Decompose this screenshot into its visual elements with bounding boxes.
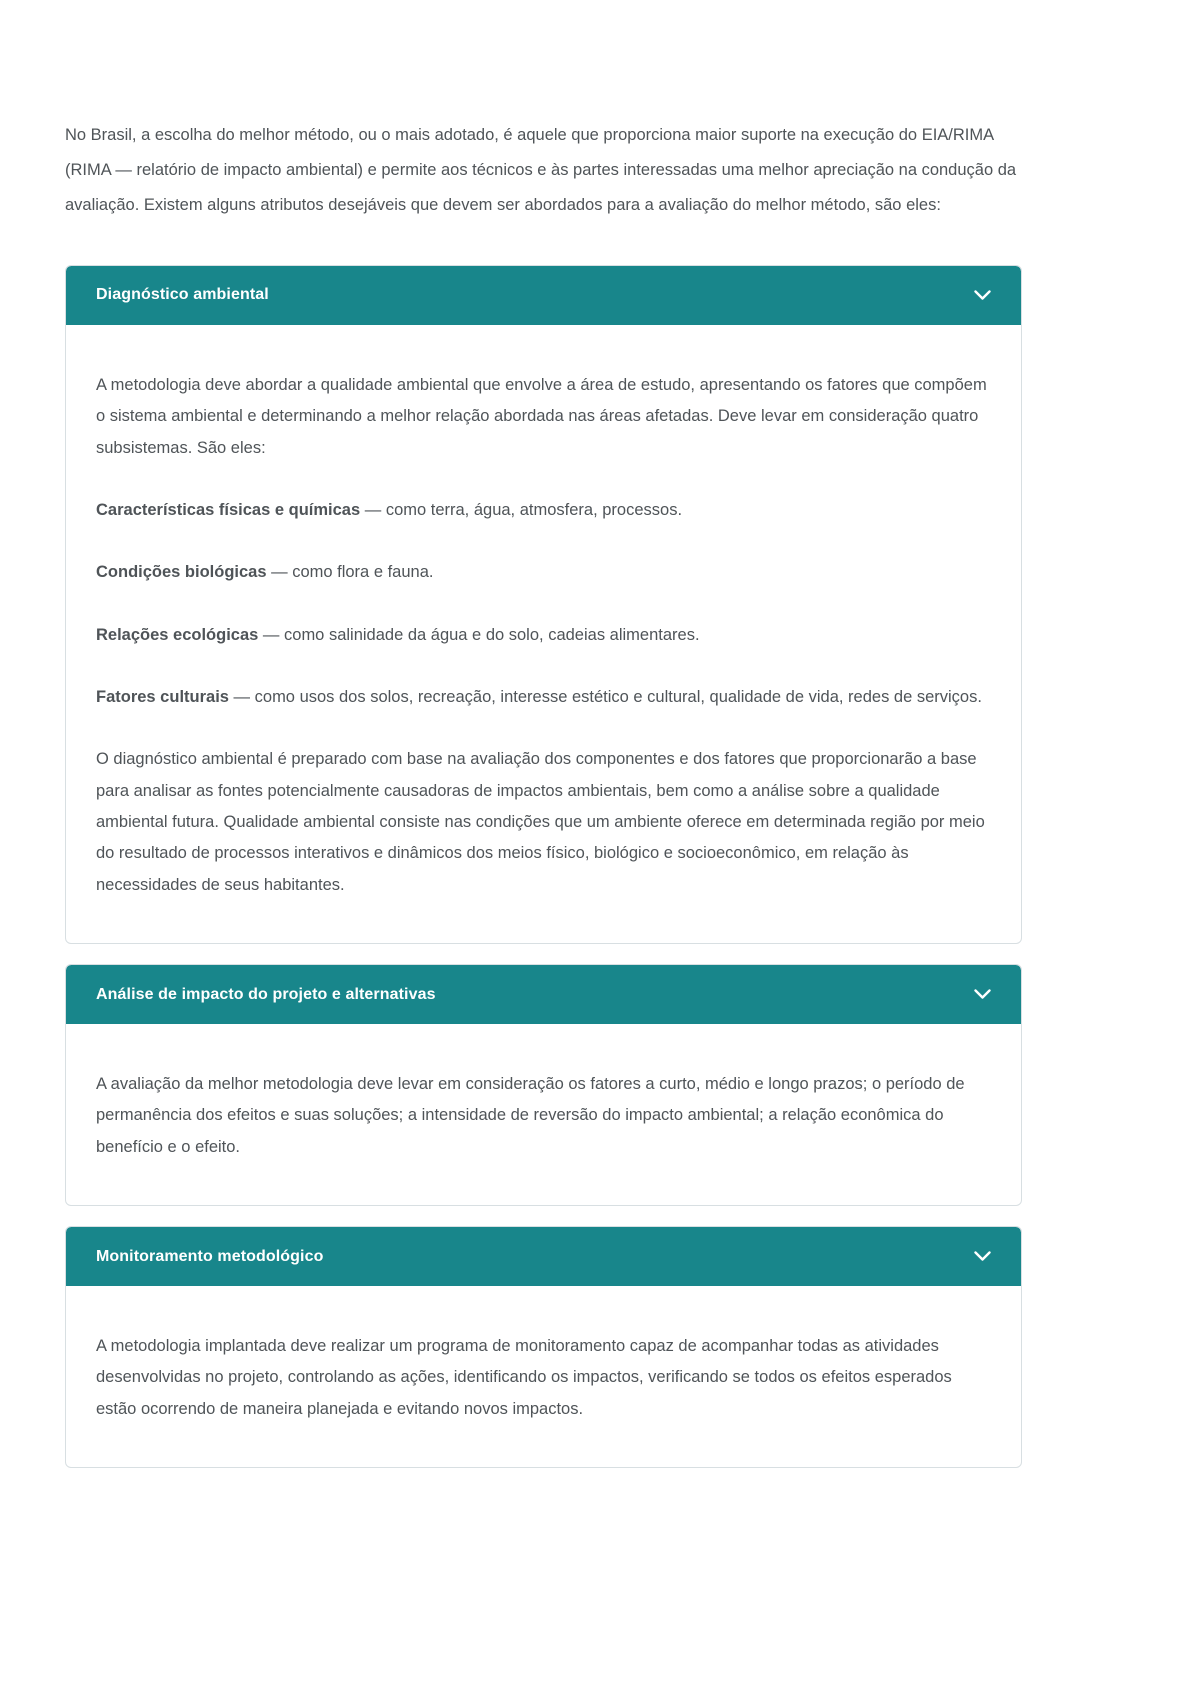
chevron-down-icon [973,286,991,304]
accordion-title: Análise de impacto do projeto e alternativas [96,985,436,1003]
paragraph-text: — como salinidade da água e do solo, cadeias alimentares. [258,625,700,644]
paragraph-text: O diagnóstico ambiental é preparado com base na avaliação dos componentes e dos fatores que proporcionarão a base para analisar as fontes potencialmente causadoras de impactos ambientais, bem como a análise sobre a qualidade ambiental futura. Qualidade ambiental consiste nas condições que um ambiente oferece em determinada região por meio do resultado de processos interativos e dinâmicos dos meios físico, biológico e socioeconômico, em relação às necessidades de seus habitantes. [96,750,985,894]
paragraph [96,495,991,526]
accordion-monitoramento-metodologico [65,1226,1022,1468]
paragraph-lead: Condições biológicas [96,563,267,582]
paragraph-text: — como terra, água, atmosfera, processos. [360,500,683,519]
paragraph-text: A avaliação da melhor metodologia deve levar em consideração os fatores a curto, médio e longo prazos; o período de permanência dos efeitos e suas soluções; a intensidade de reversão do impacto ambiental; a relação econômica do benefício e o efeito. [96,1075,965,1156]
paragraph [96,557,991,588]
paragraph [96,744,991,901]
paragraph-text: — como flora e fauna. [266,563,434,582]
paragraph [96,620,991,651]
accordion-analise-de-impacto [65,964,1022,1206]
chevron-down-icon [973,1248,991,1266]
accordion-body [66,1286,1021,1467]
accordion-title: Diagnóstico ambiental [96,286,269,304]
paragraph-text: A metodologia deve abordar a qualidade ambiental que envolve a área de estudo, apresentando os fatores que compõem o sistema ambiental e determinando a melhor relação abordada nas áreas afetadas. Deve levar em consideração quatro subsistemas. São eles: [96,375,987,457]
paragraph-lead: Fatores culturais [96,687,229,706]
accordion-diagnostico-ambiental [65,265,1022,944]
paragraph-lead: Características físicas e químicas [96,500,361,519]
accordion-header-analise-de-impacto[interactable] [66,965,1021,1024]
accordion-body [66,1024,1021,1205]
paragraph [96,1331,991,1425]
paragraph [96,1069,991,1163]
paragraph [96,370,991,464]
chevron-down-icon [973,986,991,1004]
paragraph-text: — como usos dos solos, recreação, interesse estético e cultural, qualidade de vida, redes de serviços. [228,687,982,706]
accordion-header-monitoramento-metodologico[interactable] [66,1227,1021,1286]
paragraph-text: A metodologia implantada deve realizar um programa de monitoramento capaz de acompanhar todas as atividades desenvolvidas no projeto, controlando as ações, identificando os impactos, verificando se todos os efeitos esperados estão ocorrendo de maneira planejada e evitando novos impactos. [96,1337,952,1418]
paragraph-lead: Relações ecológicas [96,625,259,644]
accordion-header-diagnostico-ambiental[interactable] [66,266,1021,325]
paragraph [96,682,991,713]
accordion-body [66,325,1021,943]
accordion-title: Monitoramento metodológico [96,1247,324,1265]
content-column [65,118,1022,1468]
intro-paragraph: No Brasil, a escolha do melhor método, ou o mais adotado, é aquele que proporciona maior suporte na execução do EIA/RIMA (RIMA — relatório de impacto ambiental) e permite aos técnicos e às partes interessadas uma melhor apreciação na condução da avaliação. Existem alguns atributos desejáveis que devem ser abordados para a avaliação do melhor método, são eles: [65,126,1017,214]
